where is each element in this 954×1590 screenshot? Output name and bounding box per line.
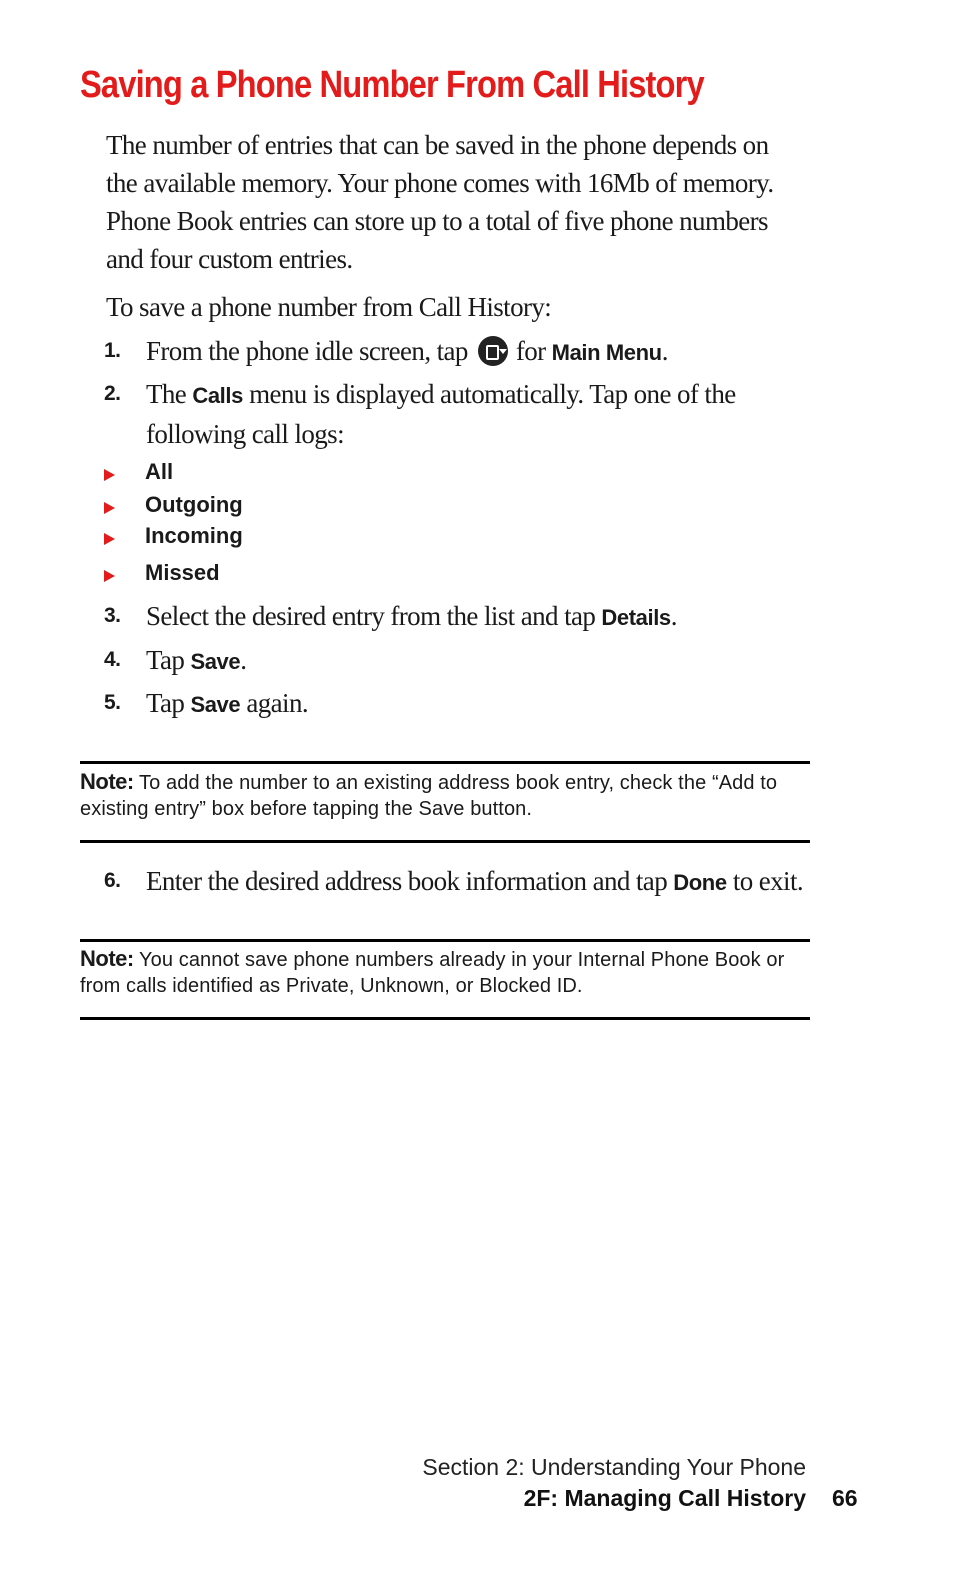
step-number: 3. xyxy=(104,604,121,627)
call-log-item-all xyxy=(104,459,173,485)
step-text: . xyxy=(240,645,247,675)
note-bottom-rule xyxy=(80,1017,810,1020)
step-6 xyxy=(104,862,824,902)
note-text: You cannot save phone numbers already in your Internal Phone Book or from calls identified as Private, Unknown, or Blocked ID. xyxy=(80,949,785,997)
intro-paragraph: The number of entries that can be saved in the phone depends on the available memory. Your phone comes with 16Mb of memory. Phone Book entries can store up to a total of five phone numbers and four custom entries. xyxy=(106,130,774,274)
save-label: Save xyxy=(190,649,241,674)
done-label: Done xyxy=(673,870,727,895)
footer-chapter-title: 2F: Managing Call History xyxy=(523,1485,806,1511)
call-log-item-incoming xyxy=(104,523,243,549)
step-2 xyxy=(104,375,824,453)
note-label: Note: xyxy=(80,946,134,971)
step-number: 2. xyxy=(104,382,121,405)
details-label: Details xyxy=(601,605,671,630)
note-top-rule xyxy=(80,761,810,764)
step-text: Select the desired entry from the list and tap xyxy=(146,601,596,631)
step-4 xyxy=(104,641,824,681)
call-log-label: Incoming xyxy=(145,523,243,548)
note-box-1 xyxy=(80,769,810,822)
step-text: menu is displayed automatically. Tap one of the following call logs: xyxy=(146,379,736,449)
call-log-label: Outgoing xyxy=(145,492,243,517)
step-text: Enter the desired address book information and tap xyxy=(146,866,668,896)
step-text: to exit. xyxy=(732,866,804,896)
footer-section-title: Section 2: Understanding Your Phone xyxy=(422,1454,806,1480)
step-text: for xyxy=(515,336,546,366)
step-text: From the phone idle screen, tap xyxy=(146,336,468,366)
red-triangle-bullet-icon xyxy=(104,502,115,514)
save-label: Save xyxy=(190,692,241,717)
step-text: . xyxy=(661,336,668,366)
note-box-2 xyxy=(80,946,810,999)
page-number: 66 xyxy=(832,1485,858,1511)
step-number: 5. xyxy=(104,691,121,714)
main-menu-icon xyxy=(478,336,508,366)
note-bottom-rule xyxy=(80,840,810,843)
step-text: again. xyxy=(246,688,309,718)
note-label: Note: xyxy=(80,769,134,794)
step-5 xyxy=(104,684,824,724)
call-log-item-missed xyxy=(104,560,220,586)
main-menu-label: Main Menu xyxy=(551,340,662,365)
step-1 xyxy=(104,332,824,372)
step-number: 1. xyxy=(104,339,121,362)
step-text: . xyxy=(670,601,677,631)
step-number: 4. xyxy=(104,648,121,671)
call-log-item-outgoing xyxy=(104,492,243,518)
call-log-label: All xyxy=(145,459,174,484)
red-triangle-bullet-icon xyxy=(104,570,115,582)
step-number: 6. xyxy=(104,869,121,892)
instructions-lead: To save a phone number from Call History: xyxy=(106,292,552,322)
note-text: To add the number to an existing address book entry, check the “Add to existing entry” box before tapping the Save button. xyxy=(80,772,778,820)
step-text: Tap xyxy=(146,645,185,675)
red-triangle-bullet-icon xyxy=(104,533,115,545)
step-3 xyxy=(104,597,824,637)
step-text: The xyxy=(146,379,187,409)
note-top-rule xyxy=(80,939,810,942)
calls-menu-label: Calls xyxy=(192,383,243,408)
red-triangle-bullet-icon xyxy=(104,469,115,481)
call-log-label: Missed xyxy=(145,560,220,585)
page-title: Saving a Phone Number From Call History xyxy=(80,64,704,106)
step-text: Tap xyxy=(146,688,185,718)
